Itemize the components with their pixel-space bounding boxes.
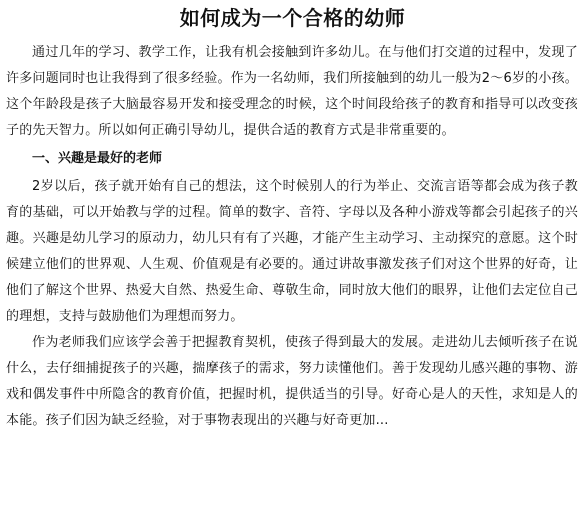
section-paragraph-1: 2岁以后，孩子就开始有自己的想法，这个时候别人的行为举止、交流言语等都会成为孩子教育的基础，可以开始教与学的过程。简单的数字、音符、字母以及各种小游戏等都会引起孩子的兴趣。兴趣是幼儿学习的原动力，幼儿只有有了兴趣，才能产生主动学习、主动探究的意愿。这个时候建立他们的世界观、人生观、价值观是有必要的。通过讲故事激发孩子们对这个世界的好奇，让他们了解这个世界、热爱大自然、热爱生命、尊敬生命，同时放大他们的眼界，让他们去定位自己的理想，支持与鼓励他们为理想而努力。 [6,179,578,324]
intro-paragraph: 通过几年的学习、教学工作，让我有机会接触到许多幼儿。在与他们打交道的过程中，发现了许多问题同时也让我得到了很多经验。作为一名幼师，我们所接触到的幼儿一般为2～6岁的小孩。这个年龄段是孩子大脑最容易开发和接受理念的时候，这个时间段给孩子的教育和指导可以改变孩子的先天智力。所以如何正确引导幼儿，提供合适的教育方式是非常重要的。 [6,45,578,138]
section-heading: 一、兴趣是最好的老师 [32,151,163,166]
document-title: 如何成为一个合格的幼师 [179,6,406,30]
document-body [6,40,578,434]
section-paragraph-2: 作为老师我们应该学会善于把握教育契机，使孩子得到最大的发展。走进幼儿去倾听孩子在说什么，去仔细捕捉孩子的兴趣，揣摩孩子的需求，努力读懂他们。善于发现幼儿感兴趣的事物、游戏和偶发事件中所隐含的教育价值，把握时机，提供适当的引导。好奇心是人的天性，求知是人的本能。孩子们因为缺乏经验，对于事物表现出的兴趣与好奇更加... [6,335,578,428]
